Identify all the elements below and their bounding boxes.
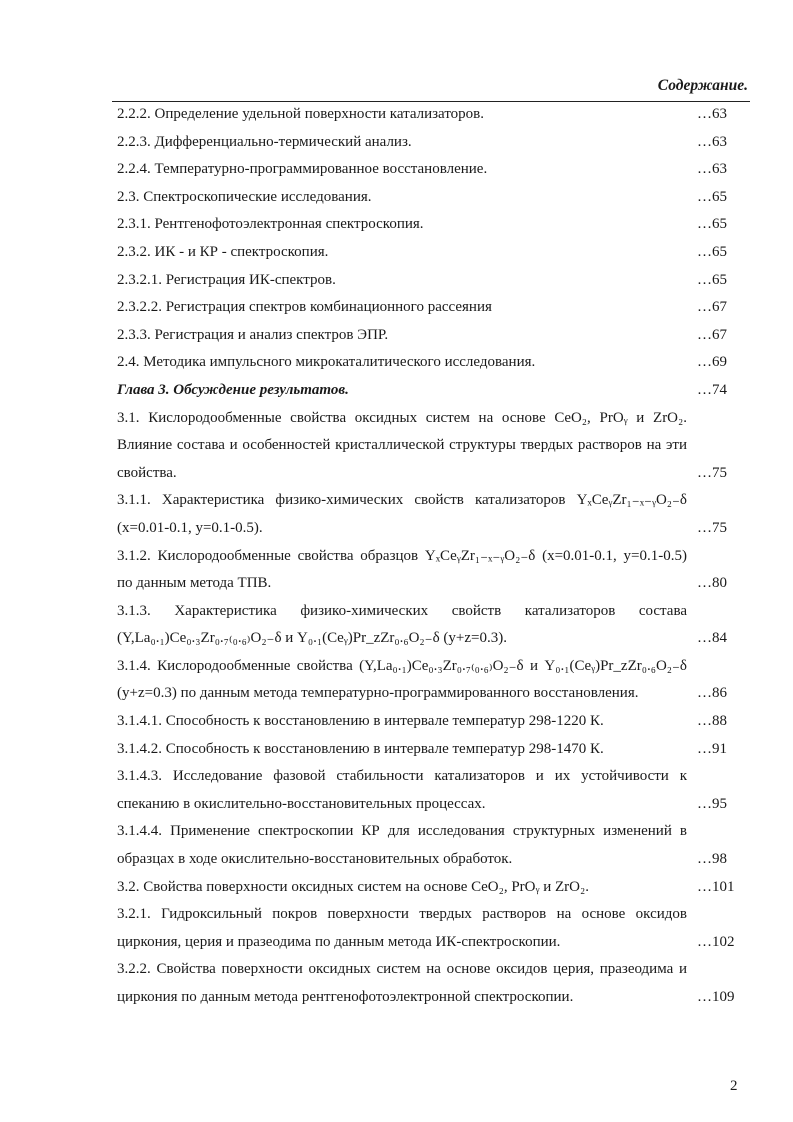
toc-entry-title: 2.3.3. Регистрация и анализ спектров ЭПР. <box>117 326 389 343</box>
toc-entry-title: 3.2.1. Гидроксильный покров поверхности твердых растворов на основе оксидов циркония, церия и празеодима по данным метода ИК-спектроскопии. <box>117 906 687 950</box>
toc-entry-title: 2.3.1. Рентгенофотоэлектронная спектроскопия. <box>117 216 424 233</box>
toc-entry-title: 2.4. Методика импульсного микрокаталитического исследования. <box>117 354 536 371</box>
toc-entry-title: 3.1.4.4. Применение спектроскопии КР для исследования структурных изменений в образцах в ходе окислительно-восстановительных обработок. <box>117 823 687 868</box>
toc-entry-title: 2.3.2.2. Регистрация спектров комбинационного рассеяния <box>117 299 492 316</box>
toc-entry-title: 2.3.2.1. Регистрация ИК-спектров. <box>117 271 336 288</box>
toc-entry <box>117 901 741 956</box>
toc-entry-title: 2.2.2. Определение удельной поверхности катализаторов. <box>117 106 485 122</box>
toc-entry-title: 2.3. Спектроскопические исследования. <box>117 188 372 205</box>
toc-entry-page: …75 <box>697 519 727 536</box>
toc-entry-title: 3.1.4. Кислородообменные свойства (Y,La₀.₁)Ce₀.₃Zr₀.₇₍₀.₆₎O₂₋δ и Y₀.₁(Ceᵧ)Pr_zZr₀.₆O₂₋δ (y+z=0.3) по данным метода температурно-программированного восстановления. <box>117 657 687 702</box>
toc-entry <box>117 956 741 1011</box>
toc-entry <box>117 322 741 350</box>
toc-entry-title: 2.2.4. Температурно-программированное восстановление. <box>117 161 488 178</box>
toc-entry-page: …65 <box>697 188 727 205</box>
toc-entry <box>117 736 741 764</box>
toc-entry-page: …91 <box>697 740 727 757</box>
toc-entry-title: 2.3.2. ИК - и КР - спектроскопия. <box>117 243 329 260</box>
toc-entry <box>117 653 741 708</box>
toc-entry <box>117 763 741 818</box>
toc-entry-page: …63 <box>697 133 727 150</box>
toc-entry-title: 3.1.2. Кислородообменные свойства образцов YₓCeᵧZr₁₋ₓ₋ᵧO₂₋δ (x=0.01-0.1, y=0.1-0.5) по данным метода ТПВ. <box>117 547 687 592</box>
toc-entry-title: 3.1.4.1. Способность к восстановлению в интервале температур 298-1220 К. <box>117 713 604 730</box>
toc-entry-title: 3.1.4.3. Исследование фазовой стабильности катализаторов и их устойчивости к спеканию в окислительно-восстановительных процессах. <box>117 768 687 812</box>
toc-entry <box>117 405 741 488</box>
toc-entry-page: …65 <box>697 271 727 288</box>
toc-entry <box>117 598 741 653</box>
toc-entry-page: …98 <box>697 851 727 868</box>
toc-entry-page: …95 <box>697 795 727 812</box>
toc-entry-page: …102 <box>697 933 735 950</box>
toc-entry <box>117 129 741 157</box>
toc-entry-page: …84 <box>697 630 727 647</box>
toc-entry-page: …88 <box>697 713 727 730</box>
toc-entry-title: 3.1.1. Характеристика физико-химических свойств катализаторов YₓCeᵧZr₁₋ₓ₋ᵧO₂₋δ (x=0.01-0.1, y=0.1-0.5). <box>117 492 687 536</box>
toc-entry <box>117 818 741 873</box>
toc-entry-page: …65 <box>697 216 727 233</box>
toc-entry-page: …63 <box>697 161 727 178</box>
toc-entry-title: 3.2. Свойства поверхности оксидных систем на основе CeO₂, PrOᵧ и ZrO₂. <box>117 878 589 895</box>
toc-entry <box>117 239 741 267</box>
toc-entry-title: 2.2.3. Дифференциально-термический анализ. <box>117 133 412 150</box>
toc-entry <box>117 708 741 736</box>
toc-entry-page: …101 <box>697 878 735 895</box>
toc-entry-page: …67 <box>697 299 727 316</box>
toc-entry-chapter <box>117 377 741 405</box>
section-header: Содержание. <box>657 77 748 94</box>
toc-entry-page: …65 <box>697 243 727 260</box>
toc-entry <box>117 156 741 184</box>
toc-entry <box>117 294 741 322</box>
toc-entry-page: …86 <box>697 685 727 702</box>
toc-entry <box>117 211 741 239</box>
toc-entry-title: 3.1. Кислородообменные свойства оксидных систем на основе CeO₂, PrOᵧ и ZrO₂. Влияние состава и особенностей кристаллической структуры твердых растворов на эти свойства. <box>117 409 687 481</box>
toc-entry-title: 3.1.4.2. Способность к восстановлению в интервале температур 298-1470 К. <box>117 740 604 757</box>
toc-entry-page: …80 <box>697 575 727 592</box>
table-of-contents <box>117 101 741 1012</box>
page-number: 2 <box>730 1078 738 1094</box>
toc-entry <box>117 267 741 295</box>
toc-entry-title: 3.1.3. Характеристика физико-химических свойств катализаторов состава (Y,La₀.₁)Ce₀.₃Zr₀.₇₍₀.₆₎O₂₋δ и Y₀.₁(Ceᵧ)Pr_zZr₀.₆O₂₋δ (y+z=0.3). <box>117 602 687 647</box>
toc-entry-page: …67 <box>697 326 727 343</box>
toc-entry <box>117 101 741 129</box>
toc-entry <box>117 874 741 902</box>
toc-entry-page: …109 <box>697 989 735 1005</box>
toc-entry <box>117 184 741 212</box>
chapter-title: Глава 3. Обсуждение результатов. <box>117 381 349 398</box>
toc-entry <box>117 543 741 598</box>
toc-entry-page: …63 <box>697 106 727 122</box>
toc-entry <box>117 487 741 542</box>
toc-entry <box>117 349 741 377</box>
toc-entry-page: …69 <box>697 354 727 371</box>
toc-entry-page: …74 <box>697 381 727 398</box>
toc-entry-title: 3.2.2. Свойства поверхности оксидных систем на основе оксидов церия, празеодима и циркония по данным метода рентгенофотоэлектронной спектроскопии. <box>117 961 687 1005</box>
toc-entry-page: …75 <box>697 464 727 481</box>
